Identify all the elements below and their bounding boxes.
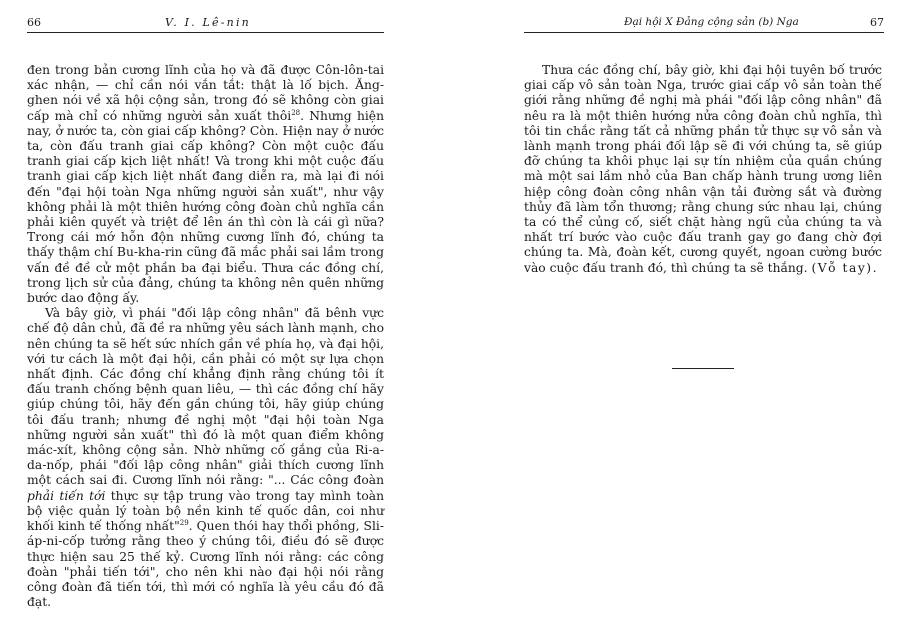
left-running-title: V. I. Lê-nin <box>165 16 251 29</box>
right-page <box>452 0 905 633</box>
applause-note: (Vỗ tay) <box>811 260 873 275</box>
left-paragraph-1 <box>27 63 384 306</box>
footnote-ref-28: 28 <box>291 108 301 117</box>
right-page-number: 67 <box>870 16 884 29</box>
right-paragraph-1 <box>524 63 882 276</box>
left-page-number: 66 <box>27 16 41 29</box>
footnote-ref-29: 29 <box>179 519 189 527</box>
left-p1-text: đen trong bản cương lĩnh của họ và đã được Côn-lôn-tai xác nhận, — chỉ cần nói vắn tắt: thật là lố bịch. Ăng-ghen nói về xã hội cộng sản, trong đó sẽ không còn giai cấp mà chỉ có những người sản xuất thôi <box>27 63 384 123</box>
right-running-title: Đại hội X Đảng cộng sản (b) Nga <box>624 16 799 28</box>
right-p1-text: Thưa các đồng chí, bây giờ, khi đại hội tuyên bố trước giai cấp vô sản toàn Nga, trước giai cấp vô sản toàn thế giới rằng những đề nghị mà phái "đối lập công nhân" đã nêu ra là một thiên hướng nửa công đoàn chủ nghĩa, thì tôi tin chắc rằng tất cả những phần tử thực sự vô sản và lành mạnh trong phái đối lập sẽ đi với chúng ta, sẽ giúp đỡ chúng ta khôi phục lại sự tín nhiệm của quần chúng mà một sai lầm nhỏ của Ban chấp hành trung ương liên hiệp công đoàn công nhân vận tải đường sắt và đường thủy đã làm tổn thương; rằng chung sức nhau lại, chúng ta có thể củng cố, siết chặt hàng ngũ của chúng ta và nhất trí bước vào cuộc đấu tranh gay go đang chờ đợi chúng ta. Mà, đoàn kết, cương quyết, ngoan cường bước vào cuộc đấu tranh đó, thì chúng ta sẽ thắng. <box>524 63 882 275</box>
left-p2-italic: phải tiến tới <box>27 488 106 503</box>
end-rule-divider <box>672 368 734 369</box>
right-page-body <box>524 63 882 276</box>
left-page-header <box>27 14 384 33</box>
left-p2-text-end: . Quen thói hay thổi phồng, Sli-áp-ni-cốp tưởng rằng theo ý chúng tôi, điều đó sẽ được thực hiện sau 25 thế kỷ. Cương lĩnh nói rằng: các công đoàn "phải tiến tới", cho nên khi nào đại hội nói rằng công đoàn đã tiến tới, thì mới có nghĩa là yêu cầu đó đã đạt. <box>27 519 385 610</box>
right-p1-end: . <box>872 260 877 275</box>
left-page <box>0 0 452 633</box>
left-page-body <box>27 63 384 610</box>
left-paragraph-2 <box>27 306 384 610</box>
right-page-header <box>524 14 884 33</box>
left-p1-text-cont: . Nhưng hiện nay, ở nước ta, còn giai cấp không? Còn. Hiện nay ở nước ta, còn đấu tranh giai cấp không? Còn một cuộc đấu tranh giai cấp kịch liệt nhất! Và trong khi một cuộc đấu tranh giai cấp kịch liệt nhất đang diễn ra, mà lại đi nói đến "đại hội toàn Nga những người sản xuất", như vậy không phải là một thiên hướng công đoàn chủ nghĩa cần phải kiên quyết và triệt để lên án thì còn là cái gì nữa? Trong cái mớ hỗn độn những cương lĩnh đó, chúng ta thấy thậm chí Bu-kha-rin cũng đã mắc phải sai lầm trong vấn đề đề cử một phần ba đại biểu. Thưa các đồng chí, trong lịch sử của đảng, chúng ta không nên quên những bước dao động ấy. <box>27 108 385 306</box>
left-p2-text-cont: thực sự tập trung vào trong tay mình toàn bộ việc quản lý toàn bộ nền kinh tế quốc dân, coi như khối kinh tế thống nhất" <box>27 488 385 534</box>
left-p2-text: Và bây giờ, vì phái "đối lập công nhân" đã bênh vực chế độ dân chủ, đã đề ra những yêu sách lành mạnh, cho nên chúng ta sẽ hết sức nhích gần về phía họ, và đại hội, với tư cách là một đại hội, cần phải có một sự lựa chọn nhất định. Các đồng chí khẳng định rằng chúng tôi ít đấu tranh chống bệnh quan liêu, — thì các đồng chí hãy giúp chúng tôi, hãy đến gần chúng tôi, hãy giúp chúng tôi đấu tranh; nhưng đề nghị một "đại hội toàn Nga những người sản xuất" thì đó là một quan điểm không mác-xít, không cộng sản. Nhờ những cố gắng của Ri-a-da-nốp, phái "đối lập công nhân" giải thích cương lĩnh một cách sai đi. Cương lĩnh nói rằng: "... Các công đoàn <box>27 306 384 488</box>
